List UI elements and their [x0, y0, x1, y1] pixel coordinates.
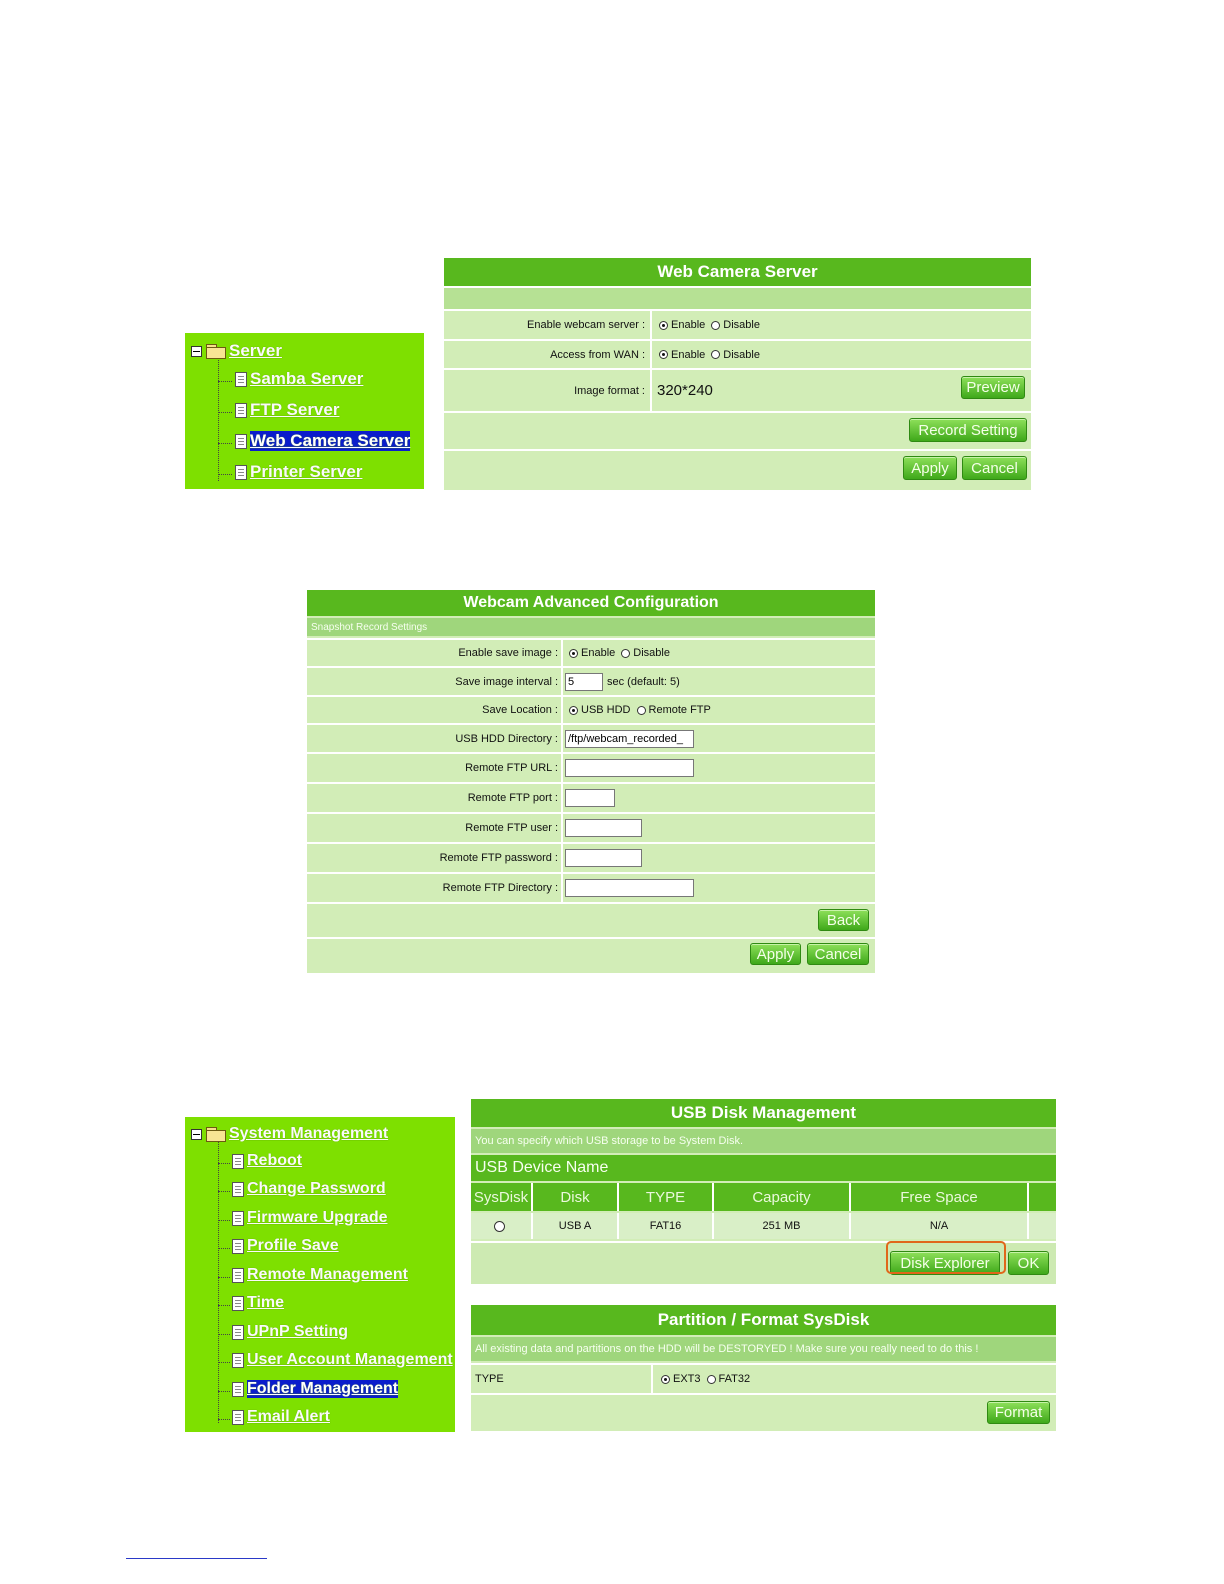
blank-row: [444, 286, 1031, 310]
field-label: Remote FTP URL :: [465, 762, 558, 774]
document-icon: [232, 1382, 244, 1397]
tree-item-time[interactable]: [232, 1294, 284, 1312]
document-icon: [235, 372, 247, 387]
divider: [561, 697, 563, 723]
record-setting-row: [444, 411, 1031, 449]
document-icon: [232, 1182, 244, 1197]
radio-enable[interactable]: [659, 319, 705, 331]
format-button[interactable]: Format: [987, 1401, 1050, 1424]
radio-fat32[interactable]: [707, 1373, 751, 1385]
field-value: [565, 814, 642, 842]
document-icon: [235, 434, 247, 449]
tree-item-label[interactable]: Printer Server: [250, 462, 363, 481]
tree-item-label[interactable]: FTP Server: [250, 400, 340, 419]
tree-connector: [218, 1334, 230, 1335]
tree-item-label[interactable]: Remote Management: [247, 1266, 408, 1283]
tree-item-label[interactable]: Web Camera Server: [250, 431, 411, 450]
divider: [561, 814, 563, 842]
radio-icon[interactable]: [659, 350, 668, 359]
radio-disable[interactable]: [711, 349, 760, 361]
field-value: [565, 844, 642, 872]
tree-item-label[interactable]: Profile Save: [247, 1237, 339, 1254]
document-icon: [235, 465, 247, 480]
apply-button[interactable]: Apply: [903, 456, 957, 480]
table-cell-type: FAT16: [619, 1213, 714, 1239]
disk-explorer-button[interactable]: Disk Explorer: [890, 1251, 1000, 1275]
radio-remote-ftp[interactable]: [637, 704, 711, 716]
table-cell-extra: [1029, 1213, 1056, 1239]
type-label: TYPE: [475, 1373, 504, 1385]
tree-item-firmware-upgrade[interactable]: [232, 1209, 387, 1227]
radio-icon[interactable]: [637, 706, 646, 715]
back-row: [307, 902, 875, 937]
radio-icon[interactable]: [711, 321, 720, 330]
document-icon: [235, 403, 247, 418]
system-management-tree-menu: [185, 1117, 455, 1432]
server-tree-menu: [185, 333, 424, 489]
document-icon: [232, 1410, 244, 1425]
ftp-port-row: [307, 782, 875, 812]
tree-connector: [218, 1305, 230, 1306]
divider: [561, 640, 563, 666]
highlight-box: [886, 1241, 1006, 1274]
radio-icon[interactable]: [621, 649, 630, 658]
divider: [561, 754, 563, 782]
field-value: [661, 1365, 756, 1393]
enable-save-image-row: [307, 638, 875, 666]
action-row: [307, 937, 875, 973]
tree-item-profile-save[interactable]: [232, 1237, 339, 1255]
document-icon: [232, 1325, 244, 1340]
footnote-rule: [126, 1558, 267, 1559]
tree-item-label[interactable]: Email Alert: [247, 1408, 330, 1425]
table-cell-free-space: N/A: [851, 1213, 1029, 1239]
tree-item-web-camera-server[interactable]: [235, 431, 410, 451]
col-header-disk: Disk: [533, 1183, 619, 1211]
radio-label: Enable: [671, 348, 706, 361]
field-value: [565, 754, 694, 782]
field-label: Save Location :: [482, 704, 558, 716]
document-icon: [232, 1268, 244, 1283]
apply-button[interactable]: Apply: [750, 943, 801, 965]
tree-item-folder-management[interactable]: [232, 1380, 398, 1398]
tree-item-label[interactable]: User Account Management: [247, 1351, 453, 1368]
field-value: [565, 668, 680, 695]
radio-icon[interactable]: [569, 649, 578, 658]
ok-button[interactable]: OK: [1008, 1251, 1049, 1275]
document-icon: [232, 1211, 244, 1226]
interval-note: sec (default: 5): [607, 675, 680, 688]
tree-connector: [218, 381, 232, 382]
cancel-button[interactable]: Cancel: [807, 943, 869, 965]
field-label: Enable save image :: [458, 647, 558, 659]
tree-connector: [218, 1391, 230, 1392]
tree-connector: [218, 1419, 230, 1420]
tree-item-label[interactable]: Change Password: [247, 1180, 386, 1197]
col-header-sysdisk: SysDisk: [471, 1183, 533, 1211]
tree-item-samba-server[interactable]: [235, 369, 363, 389]
radio-enable[interactable]: [569, 647, 615, 659]
tree-item-label[interactable]: Reboot: [247, 1152, 303, 1169]
divider: [650, 370, 652, 411]
divider: [561, 725, 563, 752]
tree-item-remote-management[interactable]: [232, 1266, 408, 1284]
divider: [561, 874, 563, 902]
divider: [561, 844, 563, 872]
field-value: [569, 640, 676, 666]
tree-item-label[interactable]: UPnP Setting: [247, 1323, 349, 1340]
radio-label: EXT3: [673, 1373, 701, 1385]
radio-label: Disable: [723, 348, 760, 361]
sysdisk-radio[interactable]: [494, 1221, 505, 1232]
radio-label: Disable: [723, 319, 760, 331]
tree-connector: [218, 443, 232, 444]
panel-title: Partition / Format SysDisk: [471, 1305, 1056, 1335]
radio-icon[interactable]: [659, 321, 668, 330]
image-format-row: [444, 368, 1031, 411]
preview-button[interactable]: Preview: [961, 376, 1025, 399]
field-label: Remote FTP port :: [467, 792, 558, 804]
usb-device-name-header: USB Device Name: [471, 1155, 1056, 1181]
save-location-row: [307, 695, 875, 723]
tree-connector: [218, 1362, 230, 1363]
tree-connector: [218, 1163, 230, 1164]
tree-item-label[interactable]: Time: [247, 1294, 285, 1311]
save-interval-row: [307, 666, 875, 695]
radio-label: USB HDD: [581, 704, 631, 716]
folder-icon: [206, 344, 226, 358]
interval-input[interactable]: [565, 673, 603, 691]
radio-label: Enable: [581, 647, 616, 659]
document-icon: [232, 1154, 244, 1169]
panel-title: Web Camera Server: [444, 258, 1031, 286]
access-wan-row: [444, 339, 1031, 368]
web-camera-server-panel: [444, 258, 1031, 488]
tree-connector: [218, 1191, 230, 1192]
tree-connector: [218, 1277, 230, 1278]
panel-title: Webcam Advanced Configuration: [307, 590, 875, 616]
radio-disable[interactable]: [711, 319, 760, 331]
type-row: [471, 1363, 1056, 1393]
radio-ext3[interactable]: [661, 1373, 701, 1385]
tree-item-change-password[interactable]: [232, 1180, 386, 1198]
action-row: [444, 449, 1031, 490]
panel-title: USB Disk Management: [471, 1099, 1056, 1127]
divider: [650, 311, 652, 339]
tree-item-label[interactable]: Firmware Upgrade: [247, 1209, 388, 1226]
radio-enable[interactable]: [659, 349, 705, 361]
field-value: [565, 874, 694, 902]
field-label: Enable webcam server :: [527, 319, 645, 331]
tree-item-ftp-server[interactable]: [235, 400, 339, 420]
tree-item-email-alert[interactable]: [232, 1408, 330, 1426]
divider: [561, 668, 563, 695]
divider: [650, 341, 652, 368]
image-format-value: 320*240: [657, 382, 713, 399]
tree-connector: [218, 412, 232, 413]
tree-connector: [218, 474, 232, 475]
field-label: Remote FTP password :: [439, 852, 558, 864]
table-cell-disk: USB A: [533, 1213, 619, 1239]
radio-icon[interactable]: [707, 1375, 716, 1384]
col-header-free-space: Free Space: [851, 1183, 1029, 1211]
radio-icon[interactable]: [569, 706, 578, 715]
col-header-capacity: Capacity: [714, 1183, 851, 1211]
tree-root-label[interactable]: Server: [229, 341, 282, 360]
field-label: Access from WAN :: [550, 348, 645, 361]
radio-icon[interactable]: [661, 1375, 670, 1384]
back-button[interactable]: Back: [818, 909, 869, 931]
ftp-user-row: [307, 812, 875, 842]
tree-connector: [218, 1220, 230, 1221]
usb-disk-management-panel: [471, 1099, 1056, 1282]
col-header-extra: [1029, 1183, 1056, 1211]
cancel-button[interactable]: Cancel: [962, 456, 1027, 480]
usb-note: You can specify which USB storage to be System Disk.: [471, 1129, 1056, 1153]
field-label: Remote FTP user :: [465, 822, 558, 834]
tree-item-reboot[interactable]: [232, 1152, 302, 1170]
field-value: [569, 697, 717, 723]
col-header-type: TYPE: [619, 1183, 714, 1211]
tree-item-user-account-management[interactable]: [232, 1351, 453, 1369]
document-icon: [232, 1296, 244, 1311]
ftp-password-input[interactable]: [565, 849, 642, 867]
webcam-advanced-panel: [307, 590, 875, 971]
ftp-port-input[interactable]: [565, 789, 615, 807]
usb-dir-input[interactable]: [565, 730, 694, 748]
divider: [651, 1365, 653, 1393]
ftp-password-row: [307, 842, 875, 872]
field-label: USB HDD Directory :: [455, 732, 558, 745]
usb-dir-row: [307, 723, 875, 752]
field-value: [659, 311, 766, 339]
document-icon: [232, 1239, 244, 1254]
table-cell-capacity: 251 MB: [714, 1213, 851, 1239]
partition-warning: All existing data and partitions on the HDD will be DESTORYED ! Make sure you really need to do this !: [471, 1337, 1056, 1361]
format-row: [471, 1393, 1056, 1431]
field-label: Image format :: [574, 384, 645, 397]
radio-label: Disable: [633, 647, 670, 659]
radio-label: Remote FTP: [648, 704, 711, 716]
tree-connector: [218, 1248, 230, 1249]
collapse-icon[interactable]: [191, 346, 202, 357]
partition-format-panel: [471, 1305, 1056, 1429]
table-cell-sysdisk: [471, 1213, 533, 1239]
radio-disable[interactable]: [621, 647, 670, 659]
radio-icon[interactable]: [711, 350, 720, 359]
tree-item-upnp-setting[interactable]: [232, 1323, 348, 1341]
record-setting-button[interactable]: Record Setting: [909, 418, 1027, 442]
tree-item-printer-server[interactable]: [235, 462, 362, 482]
divider: [561, 784, 563, 812]
field-value: [565, 784, 615, 812]
tree-item-label[interactable]: Samba Server: [250, 369, 364, 388]
tree-root-system-management[interactable]: [191, 1125, 388, 1143]
ftp-directory-row: [307, 872, 875, 902]
field-label: Save image interval :: [455, 675, 558, 688]
field-value: [659, 341, 766, 368]
tree-item-label[interactable]: Folder Management: [247, 1380, 399, 1397]
field-label: Remote FTP Directory :: [442, 882, 558, 894]
radio-usb-hdd[interactable]: [569, 704, 631, 716]
panel-subtitle: Snapshot Record Settings: [307, 618, 875, 636]
tree-connector: [218, 357, 219, 481]
field-value: [565, 725, 694, 752]
document-icon: [232, 1353, 244, 1368]
tree-connector: [218, 1141, 219, 1423]
folder-icon: [206, 1127, 226, 1141]
collapse-icon[interactable]: [191, 1129, 202, 1140]
ftp-directory-input[interactable]: [565, 879, 694, 897]
radio-label: Enable: [671, 319, 706, 331]
radio-label: FAT32: [718, 1373, 751, 1385]
tree-root-label[interactable]: System Management: [229, 1125, 389, 1142]
tree-root-server[interactable]: [191, 341, 282, 361]
enable-webcam-row: [444, 309, 1031, 339]
ftp-url-input[interactable]: [565, 759, 694, 777]
ftp-url-row: [307, 752, 875, 782]
ftp-user-input[interactable]: [565, 819, 642, 837]
